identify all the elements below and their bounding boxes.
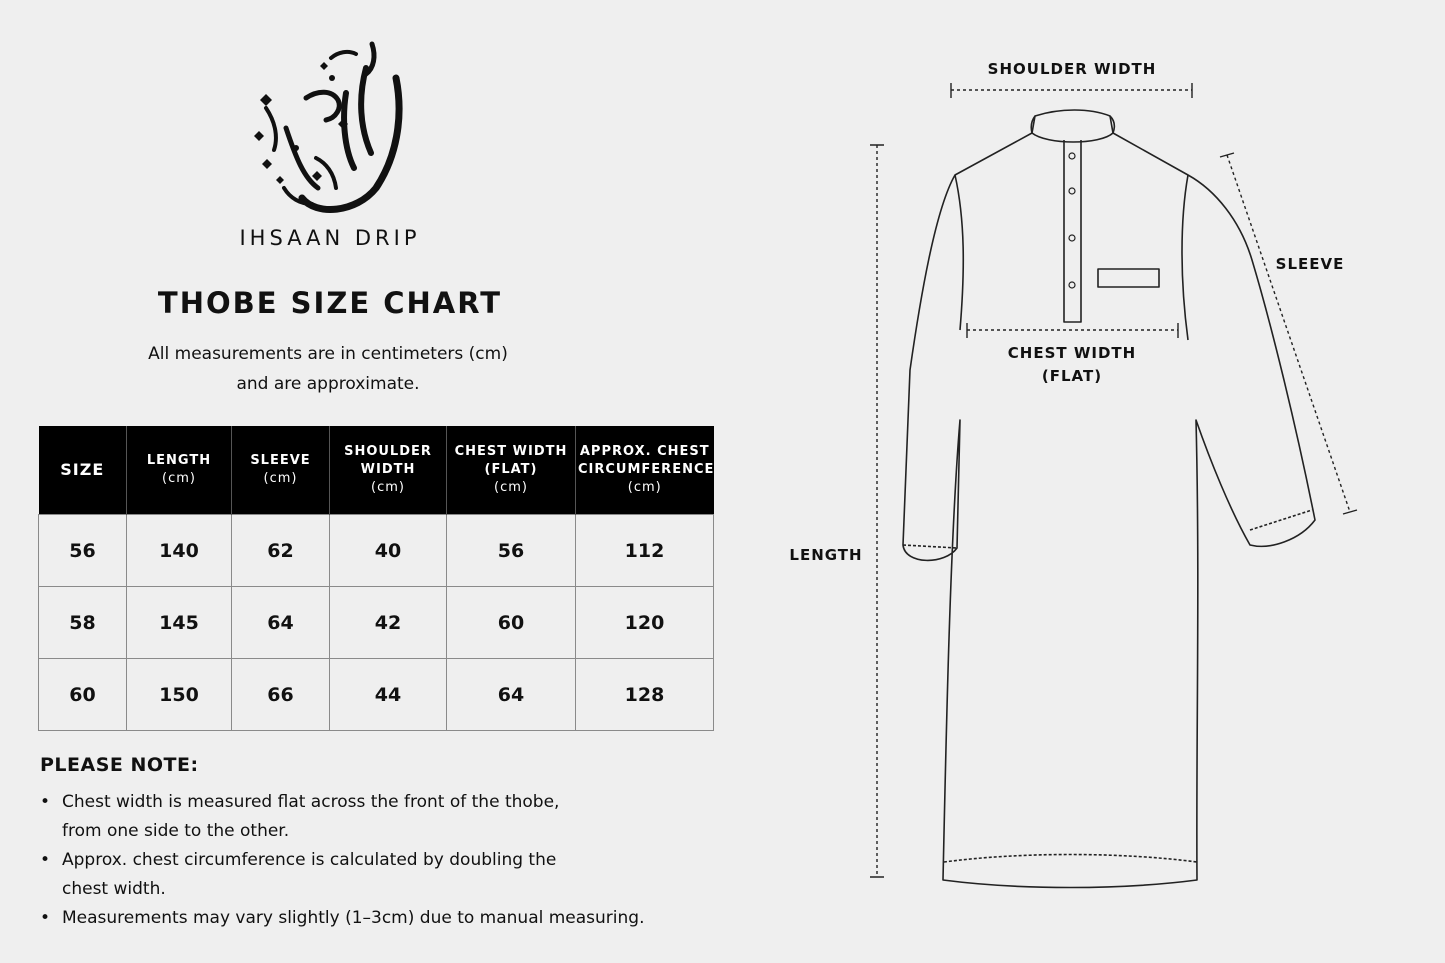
header-chest-circumference: APPROX. CHEST CIRCUMFERENCE (cm) [576, 426, 714, 515]
subtitle [80, 339, 576, 399]
list-item [38, 788, 688, 846]
table-row [39, 659, 714, 731]
chest-width-line-2: (FLAT) [1041, 367, 1103, 385]
shoulder-width-label: SHOULDER WIDTH [987, 60, 1157, 78]
chest-width-line-1: CHEST WIDTH [1007, 344, 1137, 362]
table-cell: 60 [39, 659, 127, 731]
page-title: THOBE SIZE CHART [157, 286, 503, 320]
table-cell: 60 [447, 587, 576, 659]
note-line: from one side to the other. [62, 821, 290, 841]
thobe-diagram [760, 40, 1400, 920]
thobe-illustration [760, 40, 1400, 920]
length-label: LENGTH [789, 546, 863, 564]
table-cell: 120 [576, 587, 714, 659]
table-cell: 128 [576, 659, 714, 731]
subtitle-line-2: and are approximate. [236, 374, 420, 394]
table-cell: 62 [232, 515, 330, 587]
list-item [38, 904, 688, 933]
table-cell: 64 [447, 659, 576, 731]
table-cell: 40 [330, 515, 447, 587]
header-sleeve: SLEEVE (cm) [232, 426, 330, 515]
header-length: LENGTH (cm) [127, 426, 232, 515]
header-size: SIZE [39, 426, 127, 515]
note-line: chest width. [62, 879, 166, 899]
table-row [39, 515, 714, 587]
brand-name: IHSAAN DRIP [239, 226, 421, 250]
list-item [38, 846, 688, 904]
table-cell: 112 [576, 515, 714, 587]
note-line: Chest width is measured flat across the front of the thobe, [62, 792, 560, 812]
sleeve-label: SLEEVE [1275, 255, 1345, 273]
table-cell: 44 [330, 659, 447, 731]
chest-width-label [992, 342, 1152, 388]
subtitle-line-1: All measurements are in centimeters (cm) [148, 344, 508, 364]
table-cell: 42 [330, 587, 447, 659]
notes-list [38, 788, 688, 933]
note-line: Approx. chest circumference is calculated by doubling the [62, 850, 557, 870]
table-row [39, 587, 714, 659]
size-table [38, 426, 714, 731]
header-chest-width: CHEST WIDTH (FLAT) (cm) [447, 426, 576, 515]
notes-heading: PLEASE NOTE: [40, 754, 199, 776]
table-cell: 56 [447, 515, 576, 587]
table-header-row [39, 426, 714, 515]
table-cell: 140 [127, 515, 232, 587]
table-cell: 56 [39, 515, 127, 587]
calligraphy-logo [246, 38, 416, 218]
note-line: Measurements may vary slightly (1–3cm) due to manual measuring. [62, 908, 645, 928]
table-cell: 58 [39, 587, 127, 659]
table-cell: 150 [127, 659, 232, 731]
header-shoulder-width: SHOULDER WIDTH (cm) [330, 426, 447, 515]
table-cell: 66 [232, 659, 330, 731]
table-cell: 145 [127, 587, 232, 659]
table-cell: 64 [232, 587, 330, 659]
